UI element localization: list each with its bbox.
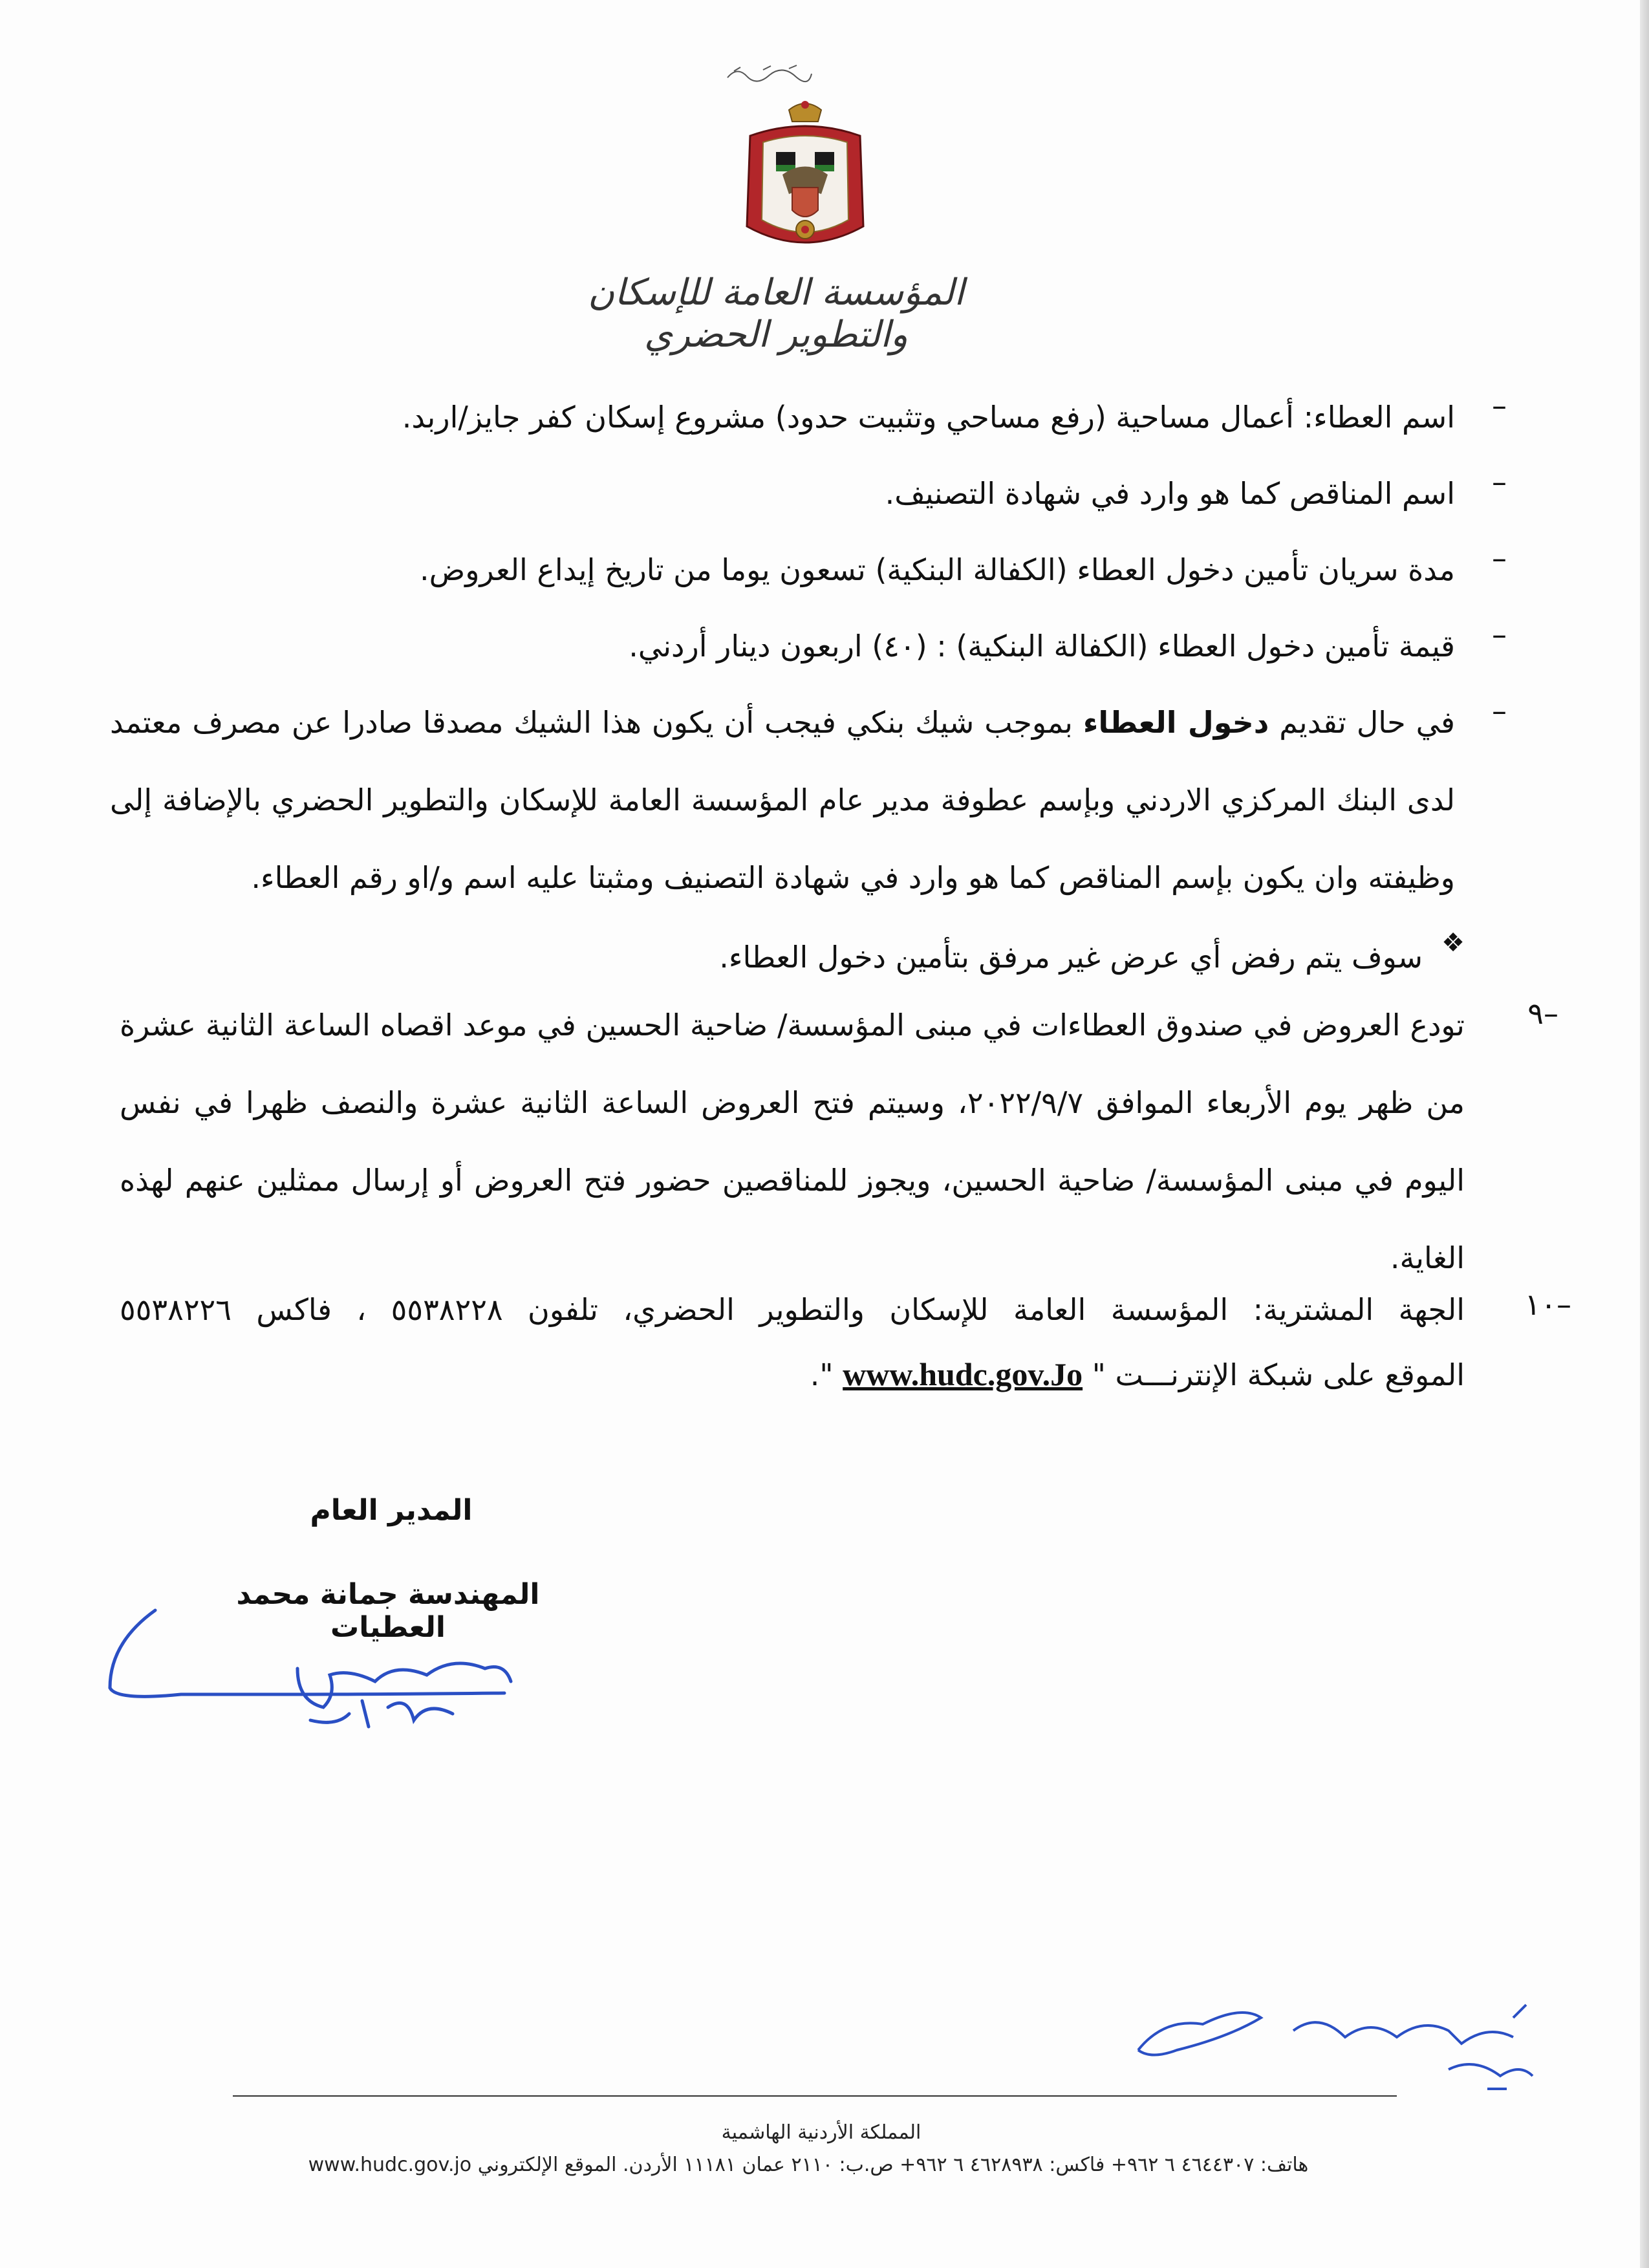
guarantee-value-line: قيمة تأمين دخول العطاء (الكفالة البنكية) : (٤٠) اربعون دينار أردني. bbox=[629, 629, 1455, 664]
list-bullet: – bbox=[1492, 693, 1507, 728]
website-suffix: ". bbox=[810, 1357, 834, 1392]
page-edge-shadow bbox=[1640, 0, 1649, 2268]
rejection-note: سوف يتم رفض أي عرض غير مرفق بتأمين دخول العطاء. bbox=[719, 940, 1423, 975]
guarantee-validity-line: مدة سريان تأمين دخول العطاء (الكفالة البنكية) تسعون يوما من تاريخ إيداع العروض. bbox=[419, 552, 1455, 587]
bidder-name-line: اسم المناقص كما هو وارد في شهادة التصنيف. bbox=[885, 476, 1455, 511]
list-bullet: – bbox=[1492, 617, 1507, 652]
footer-divider bbox=[233, 2095, 1397, 2097]
jordan-coat-of-arms-emblem bbox=[737, 97, 873, 265]
cheque-paragraph bbox=[110, 684, 1455, 916]
item-number: ٩– bbox=[1527, 996, 1558, 1031]
footer-kingdom: المملكة الأردنية الهاشمية bbox=[721, 2121, 921, 2144]
handwritten-routing-note bbox=[1125, 1979, 1539, 2108]
list-bullet: – bbox=[1492, 388, 1507, 423]
tender-name-line: اسم العطاء: أعمال مساحية (رفع مساحي وتثبيت حدود) مشروع إسكان كفر جايز/اربد. bbox=[402, 400, 1455, 435]
organization-name: المؤسسة العامة للإسكان والتطوير الحضري bbox=[588, 272, 964, 356]
cheque-text-bold: دخول العطاء bbox=[1083, 705, 1269, 740]
website-line bbox=[120, 1342, 1465, 1407]
handwritten-signature bbox=[103, 1597, 530, 1746]
cheque-text-part1: في حال تقديم bbox=[1269, 705, 1455, 740]
item-number: ١٠– bbox=[1524, 1287, 1571, 1322]
list-bullet: – bbox=[1492, 464, 1507, 499]
item9-paragraph: تودع العروض في صندوق العطاءات في مبنى المؤسسة/ ضاحية الحسين في موعد اقصاه الساعة الثانية عشرة من ظهر يوم الأربعاء الموافق ٢٠٢٢/٩/٧، وسيتم فتح العروض الساعة الثانية عشرة والنصف ظهرا في نفس اليوم في مبنى المؤسسة/ ضاحية الحسين، ويجوز للمناقصين حضور فتح العروض أو إرسال ممثلين عنهم لهذه الغاية. bbox=[120, 1008, 1465, 1275]
diamond-bullet-icon: ❖ bbox=[1441, 928, 1465, 958]
signatory-title: المدير العام bbox=[310, 1494, 473, 1527]
cheque-text-part2: بموجب شيك بنكي فيجب أن يكون هذا الشيك مصدقا صادرا عن مصرف معتمد لدى البنك المركزي الاردني وبإسم عطوفة مدير عام المؤسسة العامة للإسكان والتطوير الحضري بالإضافة إلى وظيفته وان يكون بإسم المناقص كما هو وارد في شهادة التصنيف ومثبتا عليه اسم و/او رقم العطاء. bbox=[110, 705, 1455, 895]
purchasing-entity-line: الجهة المشترية: المؤسسة العامة للإسكان والتطوير الحضري، تلفون ٥٥٣٨٢٢٨ ، فاكس ٥٥٣٨٢٢٦ bbox=[120, 1292, 1465, 1327]
footer-contact-info: هاتف: ٤٦٤٤٣٠٧ ٦ ٩٦٢+ فاكس: ٤٦٢٨٩٣٨ ٦ ٩٦٢+ ص.ب: ٢١١٠ عمان ١١١٨١ الأردن. الموقع الإلكتروني www.hudc.gov.jo bbox=[308, 2154, 1309, 2176]
basmala-calligraphy bbox=[724, 59, 815, 85]
signatory-name: المهندسة جمانة محمد العطيات bbox=[236, 1578, 540, 1644]
website-prefix: الموقع على شبكة الإنترنـــت " bbox=[1092, 1357, 1465, 1392]
list-bullet: – bbox=[1492, 541, 1507, 576]
website-link[interactable]: www.hudc.gov.Jo bbox=[843, 1356, 1083, 1392]
